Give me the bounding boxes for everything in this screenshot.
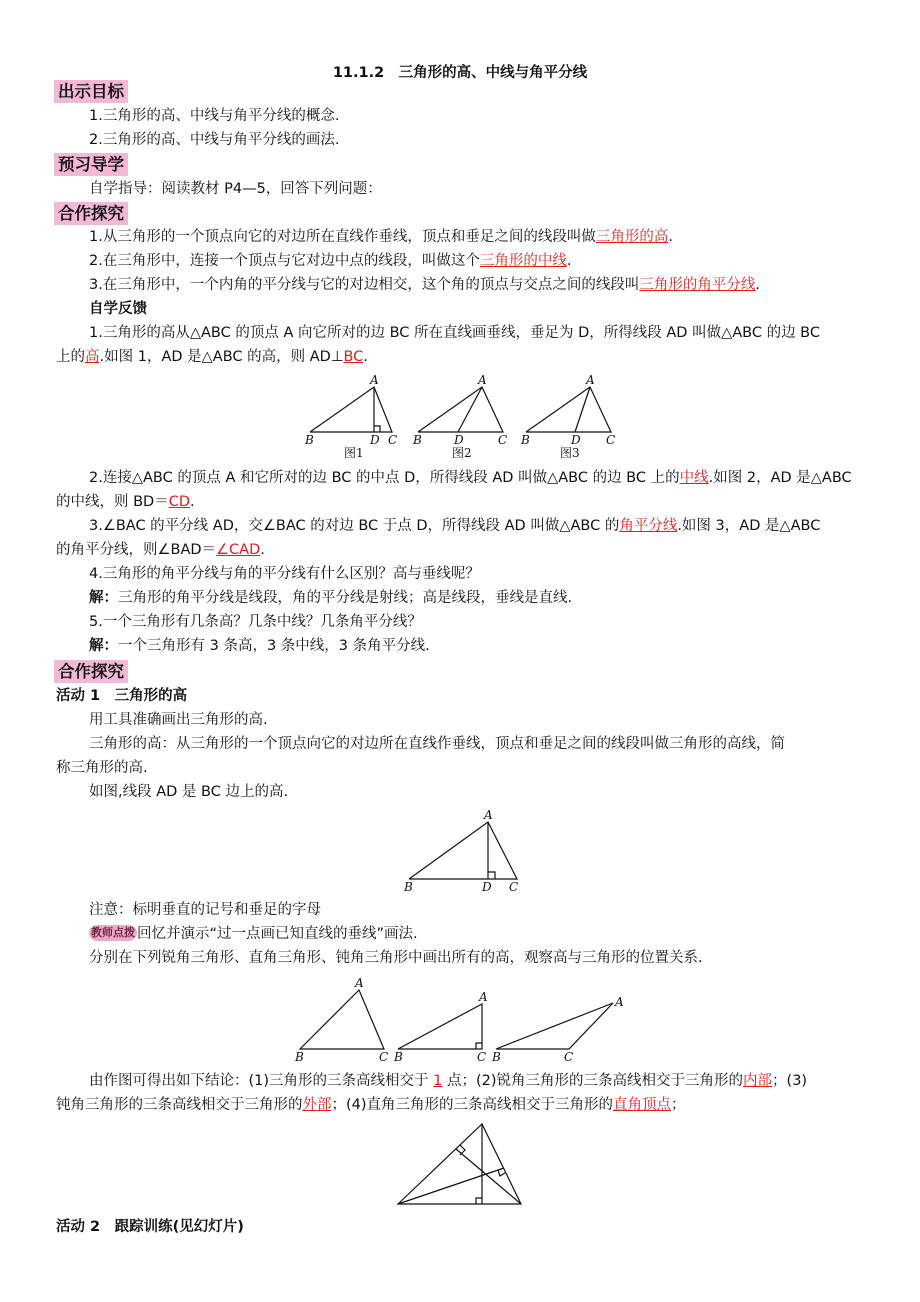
conclusion-line2	[56, 1094, 686, 1116]
label-a: A	[370, 373, 379, 387]
text: ；	[671, 1097, 686, 1113]
label-b: B	[394, 1050, 403, 1064]
figure-orthocenter	[390, 1118, 550, 1208]
label-a: A	[355, 976, 364, 990]
answer-fill: 高	[85, 349, 100, 365]
label-c: C	[509, 880, 519, 894]
q3-line1	[89, 515, 820, 537]
section-header-goals: 出示目标	[54, 80, 128, 103]
figures-1-3	[300, 372, 620, 462]
answer-fill: CD	[168, 494, 191, 510]
label-c: C	[564, 1050, 574, 1064]
answer-fill: 中线	[679, 470, 709, 486]
text: 钝角三角形的三条高线相交于三角形的	[56, 1097, 303, 1113]
text: .如图 1，AD 是△ABC 的高，则 AD⊥	[99, 349, 344, 365]
answer-fill: 三角形的高	[595, 229, 669, 245]
caption-fig3: 图3	[560, 446, 580, 460]
figure-altitude	[395, 805, 535, 900]
solution-text: 三角形的角平分线是线段，角的平分线是射线；高是线段，垂线是直线.	[118, 590, 573, 606]
period: .	[755, 277, 760, 293]
label-d: D	[454, 433, 464, 447]
label-a: A	[586, 373, 595, 387]
teacher-tip	[89, 923, 418, 945]
figure-obtuse	[496, 1003, 613, 1049]
answer-fill: 直角顶点	[613, 1097, 672, 1113]
label-a: A	[478, 373, 487, 387]
text: .如图 2，AD 是△ABC	[708, 470, 852, 486]
label-d: D	[482, 880, 492, 894]
text: 的角平分线，则∠BAD＝	[56, 542, 217, 558]
label-b: B	[521, 433, 530, 447]
label-b: B	[404, 880, 413, 894]
label-c: C	[388, 433, 398, 447]
label-b: B	[492, 1050, 501, 1064]
text: .	[190, 494, 195, 510]
page-title: 11.1.2 三角形的高、中线与角平分线	[332, 65, 588, 81]
label-a: A	[615, 995, 624, 1009]
activity-1-p3: 如图,线段 AD 是 BC 边上的高.	[89, 784, 289, 800]
figure-3	[526, 387, 611, 432]
answer-fill: 1	[433, 1073, 443, 1089]
figure-1	[310, 387, 392, 432]
concept-item	[89, 274, 760, 296]
label-d: D	[571, 433, 581, 447]
caption-fig1: 图1	[344, 446, 364, 460]
figure-right	[398, 1004, 482, 1049]
solution-label: 解：	[89, 590, 118, 606]
q4-solution	[89, 587, 572, 609]
period: .	[566, 253, 572, 269]
q4-question: 4.三角形的角平分线与角的平分线有什么区别？高与垂线呢？	[89, 566, 480, 582]
label-c: C	[498, 433, 508, 447]
answer-fill: BC	[343, 349, 364, 365]
activity-1-p2-line2: 称三角形的高.	[56, 760, 148, 776]
answer-fill: 角平分线	[619, 518, 678, 534]
q5-question: 5.一个三角形有几条高？几条中线？几条角平分线？	[89, 614, 422, 630]
text: 上的	[56, 349, 85, 365]
text: 由作图可得出如下结论：(1)三角形的三条高线相交于	[89, 1073, 434, 1089]
label-d: D	[370, 433, 380, 447]
teacher-tip-badge: 教师点拨	[91, 926, 135, 939]
teacher-tip-text: 回忆并演示“过一点画已知直线的垂线”画法.	[137, 926, 418, 942]
text: 的中线，则 BD＝	[56, 494, 169, 510]
solution-label: 解：	[89, 638, 118, 654]
goal-item: 1.三角形的高、中线与角平分线的概念.	[89, 108, 340, 124]
text: ；(4)直角三角形的三条高线相交于三角形的	[331, 1097, 614, 1113]
q5-solution	[89, 635, 430, 657]
text: .	[363, 349, 368, 365]
section-header-explore: 合作探究	[54, 202, 128, 225]
label-c: C	[379, 1050, 389, 1064]
label-b: B	[295, 1050, 304, 1064]
label-a: A	[484, 808, 493, 822]
concept-item	[89, 250, 571, 272]
q3-line2	[56, 539, 265, 561]
text: 点；(2)锐角三角形的三条高线相交于三角形的	[442, 1073, 744, 1089]
solution-text: 一个三角形有 3 条高，3 条中线，3 条角平分线.	[118, 638, 430, 654]
activity-1-p1: 用工具准确画出三角形的高.	[89, 712, 268, 728]
text: 2.连接△ABC 的顶点 A 和它所对的边 BC 的中点 D，所得线段 AD 叫做△ABC 的边 BC 上的	[89, 470, 680, 486]
label-c: C	[477, 1050, 487, 1064]
answer-fill: 外部	[302, 1097, 332, 1113]
label-b: B	[413, 433, 422, 447]
note: 注意：标明垂直的记号和垂足的字母	[89, 902, 321, 918]
caption-fig2: 图2	[452, 446, 472, 460]
conclusion-line1	[89, 1070, 807, 1092]
answer-fill: 三角形的角平分线	[639, 277, 756, 293]
preview-instruction: 自学指导：阅读教材 P4—5，回答下列问题：	[89, 181, 382, 197]
feedback-title: 自学反馈	[89, 301, 147, 317]
activity-1-p2-line1: 三角形的高：从三角形的一个顶点向它的对边所在直线作垂线，顶点和垂足之间的线段叫做三角形的高线，简	[89, 736, 785, 752]
activity-1-p4: 分别在下列锐角三角形、直角三角形、钝角三角形中画出所有的高，观察高与三角形的位置关系.	[89, 950, 703, 966]
concept-text: 3.在三角形中，一个内角的平分线与它的对边相交，这个角的顶点与交点之间的线段叫	[89, 277, 640, 293]
q1-line1: 1.三角形的高从△ABC 的顶点 A 向它所对的边 BC 所在直线画垂线，垂足为 D，所得线段 AD 叫做△ABC 的边 BC	[89, 325, 821, 341]
text: .如图 3，AD 是△ABC	[677, 518, 821, 534]
text: 3.∠BAC 的平分线 AD，交∠BAC 的对边 BC 于点 D，所得线段 AD 叫做△ABC 的	[89, 518, 620, 534]
figure-acute	[300, 990, 384, 1049]
text: .	[260, 542, 265, 558]
concept-text: 1.从三角形的一个顶点向它的对边所在直线作垂线，顶点和垂足之间的线段叫做	[89, 229, 596, 245]
answer-fill: 内部	[743, 1073, 773, 1089]
answer-fill: 三角形的中线	[479, 253, 567, 269]
text: ；(3)	[772, 1073, 808, 1089]
goal-item: 2.三角形的高、中线与角平分线的画法.	[89, 132, 340, 148]
label-c: C	[606, 433, 616, 447]
period: .	[668, 229, 673, 245]
activity-2-title: 活动 2 跟踪训练(见幻灯片)	[56, 1219, 244, 1235]
section-header-preview: 预习导学	[54, 153, 128, 176]
concept-item	[89, 226, 673, 248]
label-a: A	[479, 990, 488, 1004]
concept-text: 2.在三角形中，连接一个顶点与它对边中点的线段，叫做这个	[89, 253, 480, 269]
label-b: B	[305, 433, 314, 447]
figures-triangle-types	[285, 975, 635, 1067]
section-header-explore-2: 合作探究	[54, 660, 128, 683]
q1-line2	[56, 346, 368, 368]
q2-line2	[56, 491, 195, 513]
figure-2	[418, 387, 503, 432]
q2-line1	[89, 467, 852, 489]
activity-1-title: 活动 1 三角形的高	[56, 688, 188, 704]
answer-fill: ∠CAD	[216, 542, 261, 558]
